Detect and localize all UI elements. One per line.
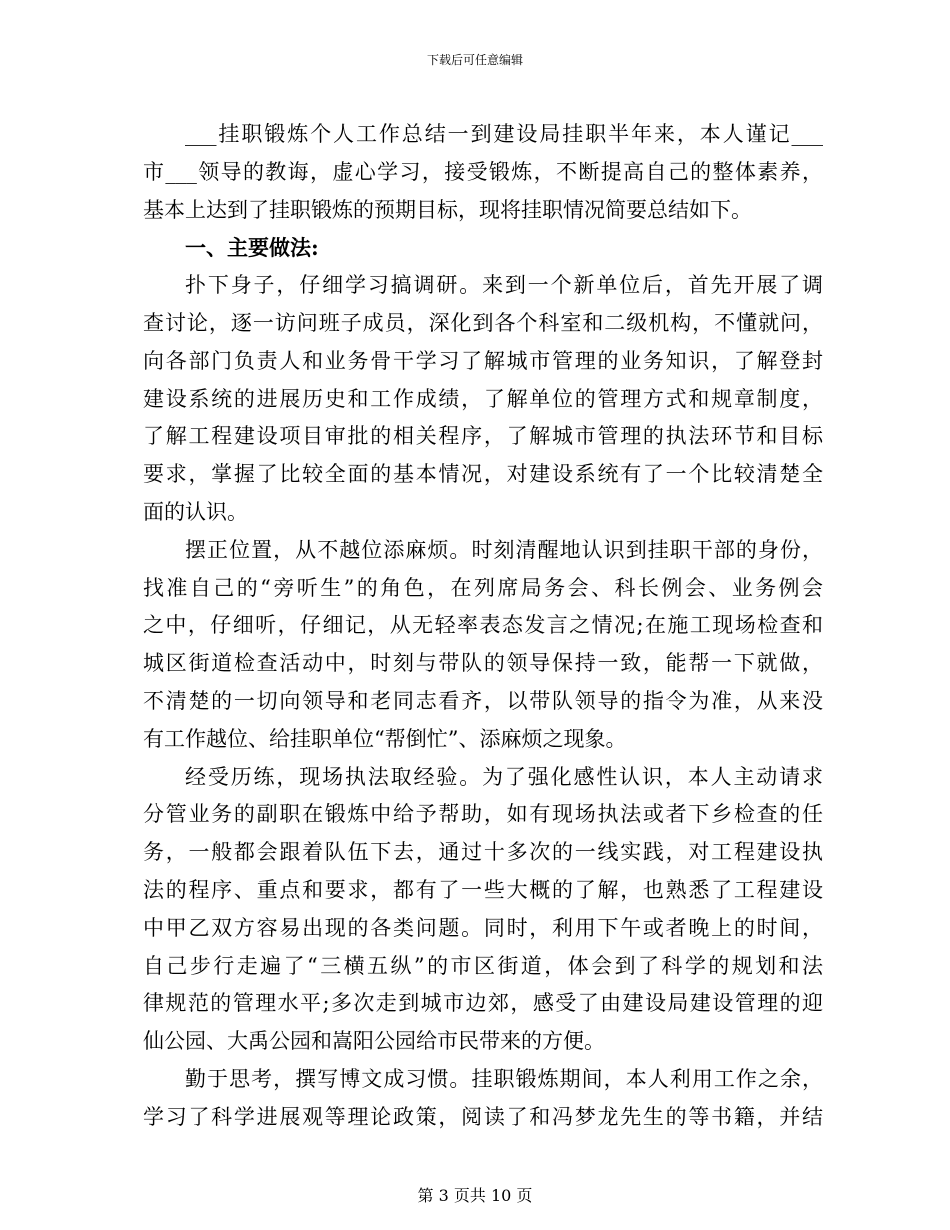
text-line: 分管业务的副职在锻炼中给予帮助，如有现场执法或者下乡检查的任 [143, 802, 823, 827]
text-line: 经受历练，现场执法取经验。为了强化感性认识，本人主动请求 [185, 764, 823, 789]
text-line: 之中，仔细听，仔细记，从无轻率表态发言之情况;在施工现场检查和 [143, 613, 823, 638]
text-line: 了解工程建设项目审批的相关程序，了解城市管理的执法环节和目标 [143, 424, 823, 449]
text-line: 市___领导的教诲，虚心学习，接受锻炼，不断提高自己的整体素养， [143, 159, 823, 184]
text-line: 仙公园、大禹公园和嵩阳公园给市民带来的方便。 [143, 1029, 605, 1054]
text-line: 找准自己的“旁听生”的角色，在列席局务会、科长例会、业务例会 [143, 575, 823, 600]
text-line: ___挂职锻炼个人工作总结一到建设局挂职半年来，本人谨记___ [185, 122, 823, 146]
text-line: 中甲乙双方容易出现的各类问题。同时，利用下午或者晚上的时间， [143, 915, 823, 940]
text-line: 律规范的管理水平;多次走到城市边郊，感受了由建设局建设管理的迎 [143, 991, 823, 1016]
text-line: 自己步行走遍了“三横五纵”的市区街道，体会到了科学的规划和法 [143, 953, 823, 978]
text-line: 查讨论，逐一访问班子成员，深化到各个科室和二级机构，不懂就问， [143, 310, 823, 335]
text-line: 城区街道检查活动中，时刻与带队的领导保持一致，能帮一下就做， [143, 651, 823, 676]
text-line: 要求，掌握了比较全面的基本情况，对建设系统有了一个比较清楚全 [143, 462, 823, 487]
document-body [143, 116, 823, 1137]
text-line: 学习了科学进展观等理论政策，阅读了和冯梦龙先生的等书籍，并结 [143, 1104, 823, 1129]
text-line: 勤于思考，撰写博文成习惯。挂职锻炼期间，本人利用工作之余， [185, 1066, 823, 1091]
text-line: 有工作越位、给挂职单位“帮倒忙”、添麻烦之现象。 [143, 726, 627, 751]
page-number: 第 3 页共 10 页 [417, 1186, 533, 1205]
section-heading: 一、主要做法: [185, 235, 319, 261]
text-line: 扑下身子，仔细学习搞调研。来到一个新单位后，首先开展了调 [185, 273, 823, 298]
text-line: 法的程序、重点和要求，都有了一些大概的了解，也熟悉了工程建设 [143, 877, 823, 902]
text-line: 务，一般都会跟着队伍下去，通过十多次的一线实践，对工程建设执 [143, 840, 823, 865]
text-line: 基本上达到了挂职锻炼的预期目标，现将挂职情况简要总结如下。 [143, 197, 752, 222]
text-line: 面的认识。 [143, 499, 248, 524]
text-line: 向各部门负责人和业务骨干学习了解城市管理的业务知识，了解登封 [143, 348, 823, 373]
text-line: 不清楚的一切向领导和老同志看齐，以带队领导的指令为准，从来没 [143, 688, 823, 713]
text-line: 建设系统的进展历史和工作成绩，了解单位的管理方式和规章制度， [143, 386, 823, 411]
text-line: 摆正位置，从不越位添麻烦。时刻清醒地认识到挂职干部的身份， [185, 537, 823, 562]
page-header-note: 下载后可任意编辑 [426, 53, 523, 67]
